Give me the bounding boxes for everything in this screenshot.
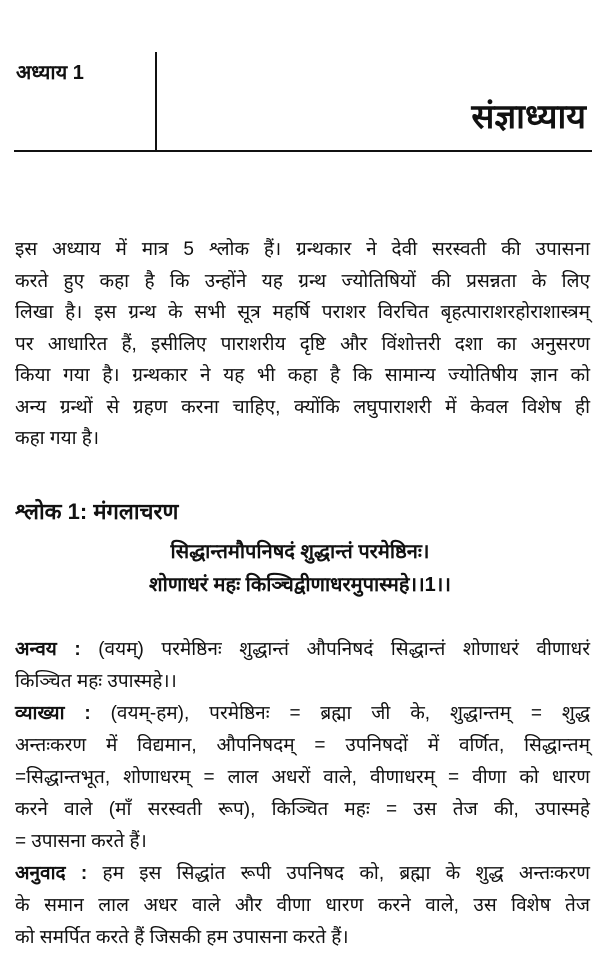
text-line: पर आधारित हैं, इसीलिए पाराशरीय दृष्टि और विंशोत्तरी दशा का अनुसरण [15, 333, 590, 355]
chapter-title: संज्ञाध्याय [471, 98, 586, 136]
text-line: करते हुए कहा है कि उन्होंने यह ग्रन्थ ज्योतिषियों की प्रसन्नता के लिए [15, 270, 590, 292]
anuvad-label: अनुवाद : [15, 863, 88, 884]
text-line: अन्तःकरण में विद्यमान, औपनिषदम् = उपनिषदों में वर्णित, सिद्धान्तम् [15, 735, 590, 756]
anuvad-line [15, 858, 590, 890]
text-line: करने वाले (माँ सरस्वती रूप), किञ्चित महः = उस तेज की, उपास्महे [15, 799, 590, 820]
text-line: किया गया है। ग्रन्थकार ने यह भी कहा है कि सामान्य ज्योतिषीय ज्ञान को [15, 365, 591, 386]
intro-paragraph [15, 234, 590, 455]
text-span: (वयम्-हम), परमेष्ठिनः = ब्रह्मा जी के, शुद्धान्तम् = शुद्ध [90, 703, 590, 724]
text-line: के समान लाल अधर वाले और वीणा धारण करने वाले, उस विशेष तेज [15, 895, 590, 916]
header-vertical-rule [155, 52, 157, 152]
anvaya-line [15, 634, 590, 666]
vyakhya-line [15, 698, 590, 730]
text-line: को समर्पित करते हैं जिसकी हम उपासना करते हैं। [15, 927, 349, 948]
text-line: किञ्चित महः उपास्महे।। [15, 671, 177, 692]
chapter-number: अध्याय 1 [16, 62, 84, 84]
text-line: =सिद्धान्तभूत, शोणाधरम् = लाल अधरों वाले, वीणाधरम् = वीणा को धारण [15, 767, 590, 788]
text-line: = उपासना करते हैं। [15, 831, 147, 852]
anvaya-label: अन्वय : [15, 639, 81, 660]
header-horizontal-rule [14, 150, 592, 152]
verse-line: शोणाधरं महः किञ्चिद्वीणाधरमुपास्महे।।1।। [149, 574, 451, 596]
text-span: (वयम्) परमेष्ठिनः शुद्धान्तं औपनिषदं सिद्धान्तं शोणाधरं वीणाधरं [80, 639, 591, 660]
text-line: लिखा है। इस ग्रन्थ के सभी सूत्र महर्षि पराशर विरचित बृहत्पाराशरहोराशास्त्रम् [15, 302, 590, 323]
text-line: कहा गया है। [15, 428, 100, 449]
text-line: इस अध्याय में मात्र 5 श्लोक हैं। ग्रन्थकार ने देवी सरस्वती की उपासना [15, 239, 590, 260]
explanation [15, 634, 590, 954]
shloka-verse [0, 536, 600, 602]
text-line: अन्य ग्रन्थों से ग्रहण करना चाहिए, क्योंकि लघुपाराशरी में केवल विशेष ही [15, 396, 590, 418]
verse-line: सिद्धान्तमौपनिषदं शुद्धान्तं परमेष्ठिनः। [170, 541, 430, 563]
text-span: हम इस सिद्धांत रूपी उपनिषद को, ब्रह्मा के शुद्ध अन्तःकरण [87, 863, 591, 884]
shloka-heading: श्लोक 1: मंगलाचरण [15, 499, 179, 524]
vyakhya-label: व्याख्या : [15, 703, 91, 724]
